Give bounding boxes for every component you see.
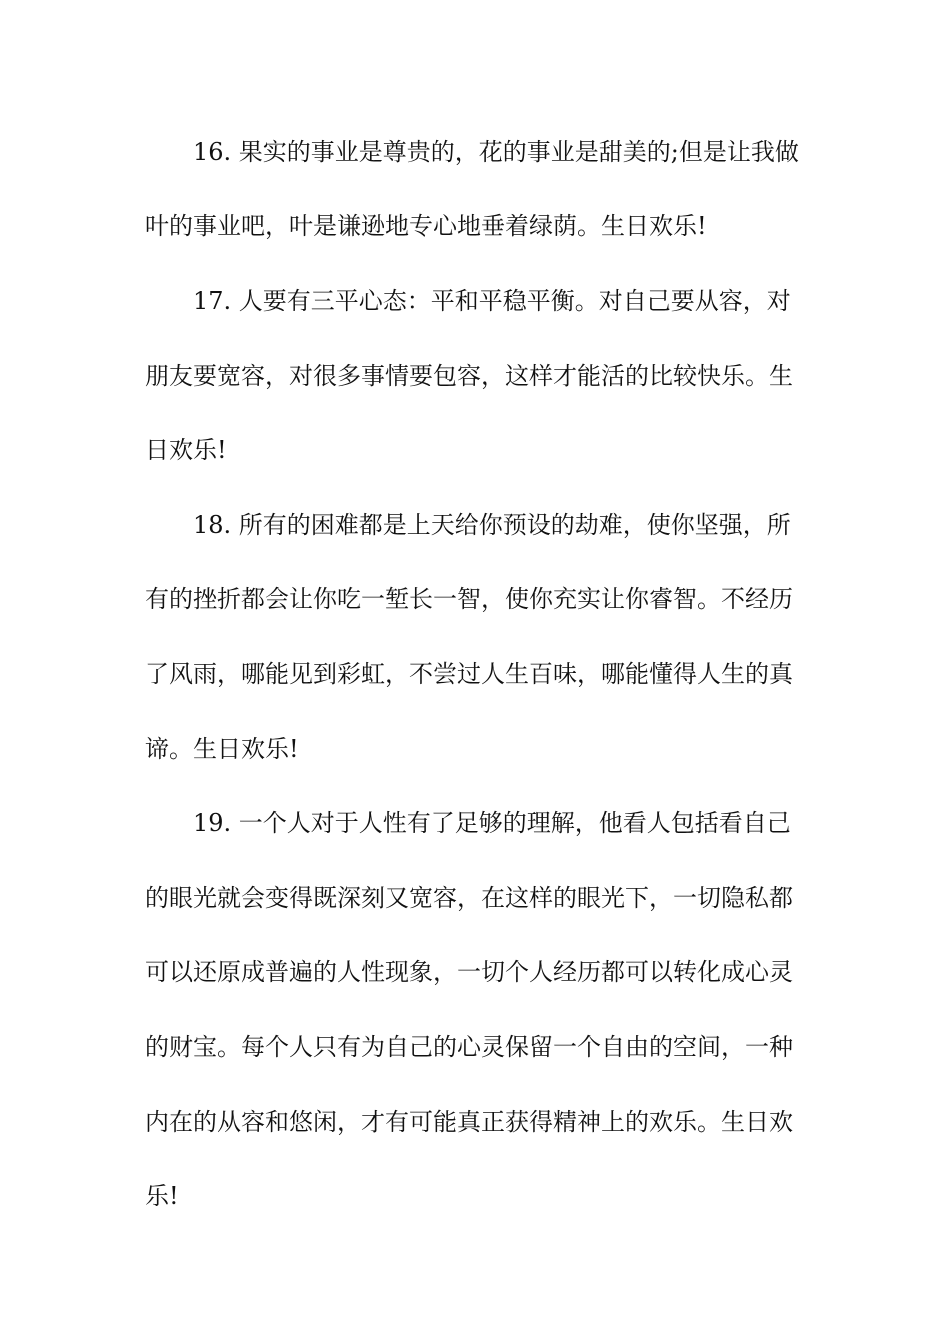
paragraph-16-line-2: 叶的事业吧，叶是谦逊地专心地垂着绿荫。生日欢乐!	[145, 212, 707, 240]
paragraph-19-line-4: 的财宝。每个人只有为自己的心灵保留一个自由的空间，一种	[145, 1033, 793, 1061]
paragraph-16-line-1: 16. 果实的事业是尊贵的，花的事业是甜美的;但是让我做	[193, 138, 799, 166]
paragraph-19-line-2: 的眼光就会变得既深刻又宽容，在这样的眼光下，一切隐私都	[145, 884, 793, 912]
paragraph-19-line-6: 乐!	[145, 1182, 179, 1210]
paragraph-17-line-3: 日欢乐!	[145, 436, 227, 464]
paragraph-19-line-1: 19. 一个人对于人性有了足够的理解，他看人包括看自己	[193, 809, 791, 837]
paragraph-18-line-1: 18. 所有的困难都是上天给你预设的劫难，使你坚强，所	[193, 511, 791, 539]
paragraph-18-line-2: 有的挫折都会让你吃一堑长一智，使你充实让你睿智。不经历	[145, 585, 793, 613]
paragraph-18-line-3: 了风雨，哪能见到彩虹，不尝过人生百味，哪能懂得人生的真	[145, 660, 793, 688]
paragraph-19-line-3: 可以还原成普遍的人性现象，一切个人经历都可以转化成心灵	[145, 958, 793, 986]
paragraph-18-line-4: 谛。生日欢乐!	[145, 735, 299, 763]
paragraph-19-line-5: 内在的从容和悠闲，才有可能真正获得精神上的欢乐。生日欢	[145, 1108, 793, 1136]
paragraph-17-line-2: 朋友要宽容，对很多事情要包容，这样才能活的比较快乐。生	[145, 362, 793, 390]
paragraph-17-line-1: 17. 人要有三平心态：平和平稳平衡。对自己要从容，对	[193, 287, 791, 315]
